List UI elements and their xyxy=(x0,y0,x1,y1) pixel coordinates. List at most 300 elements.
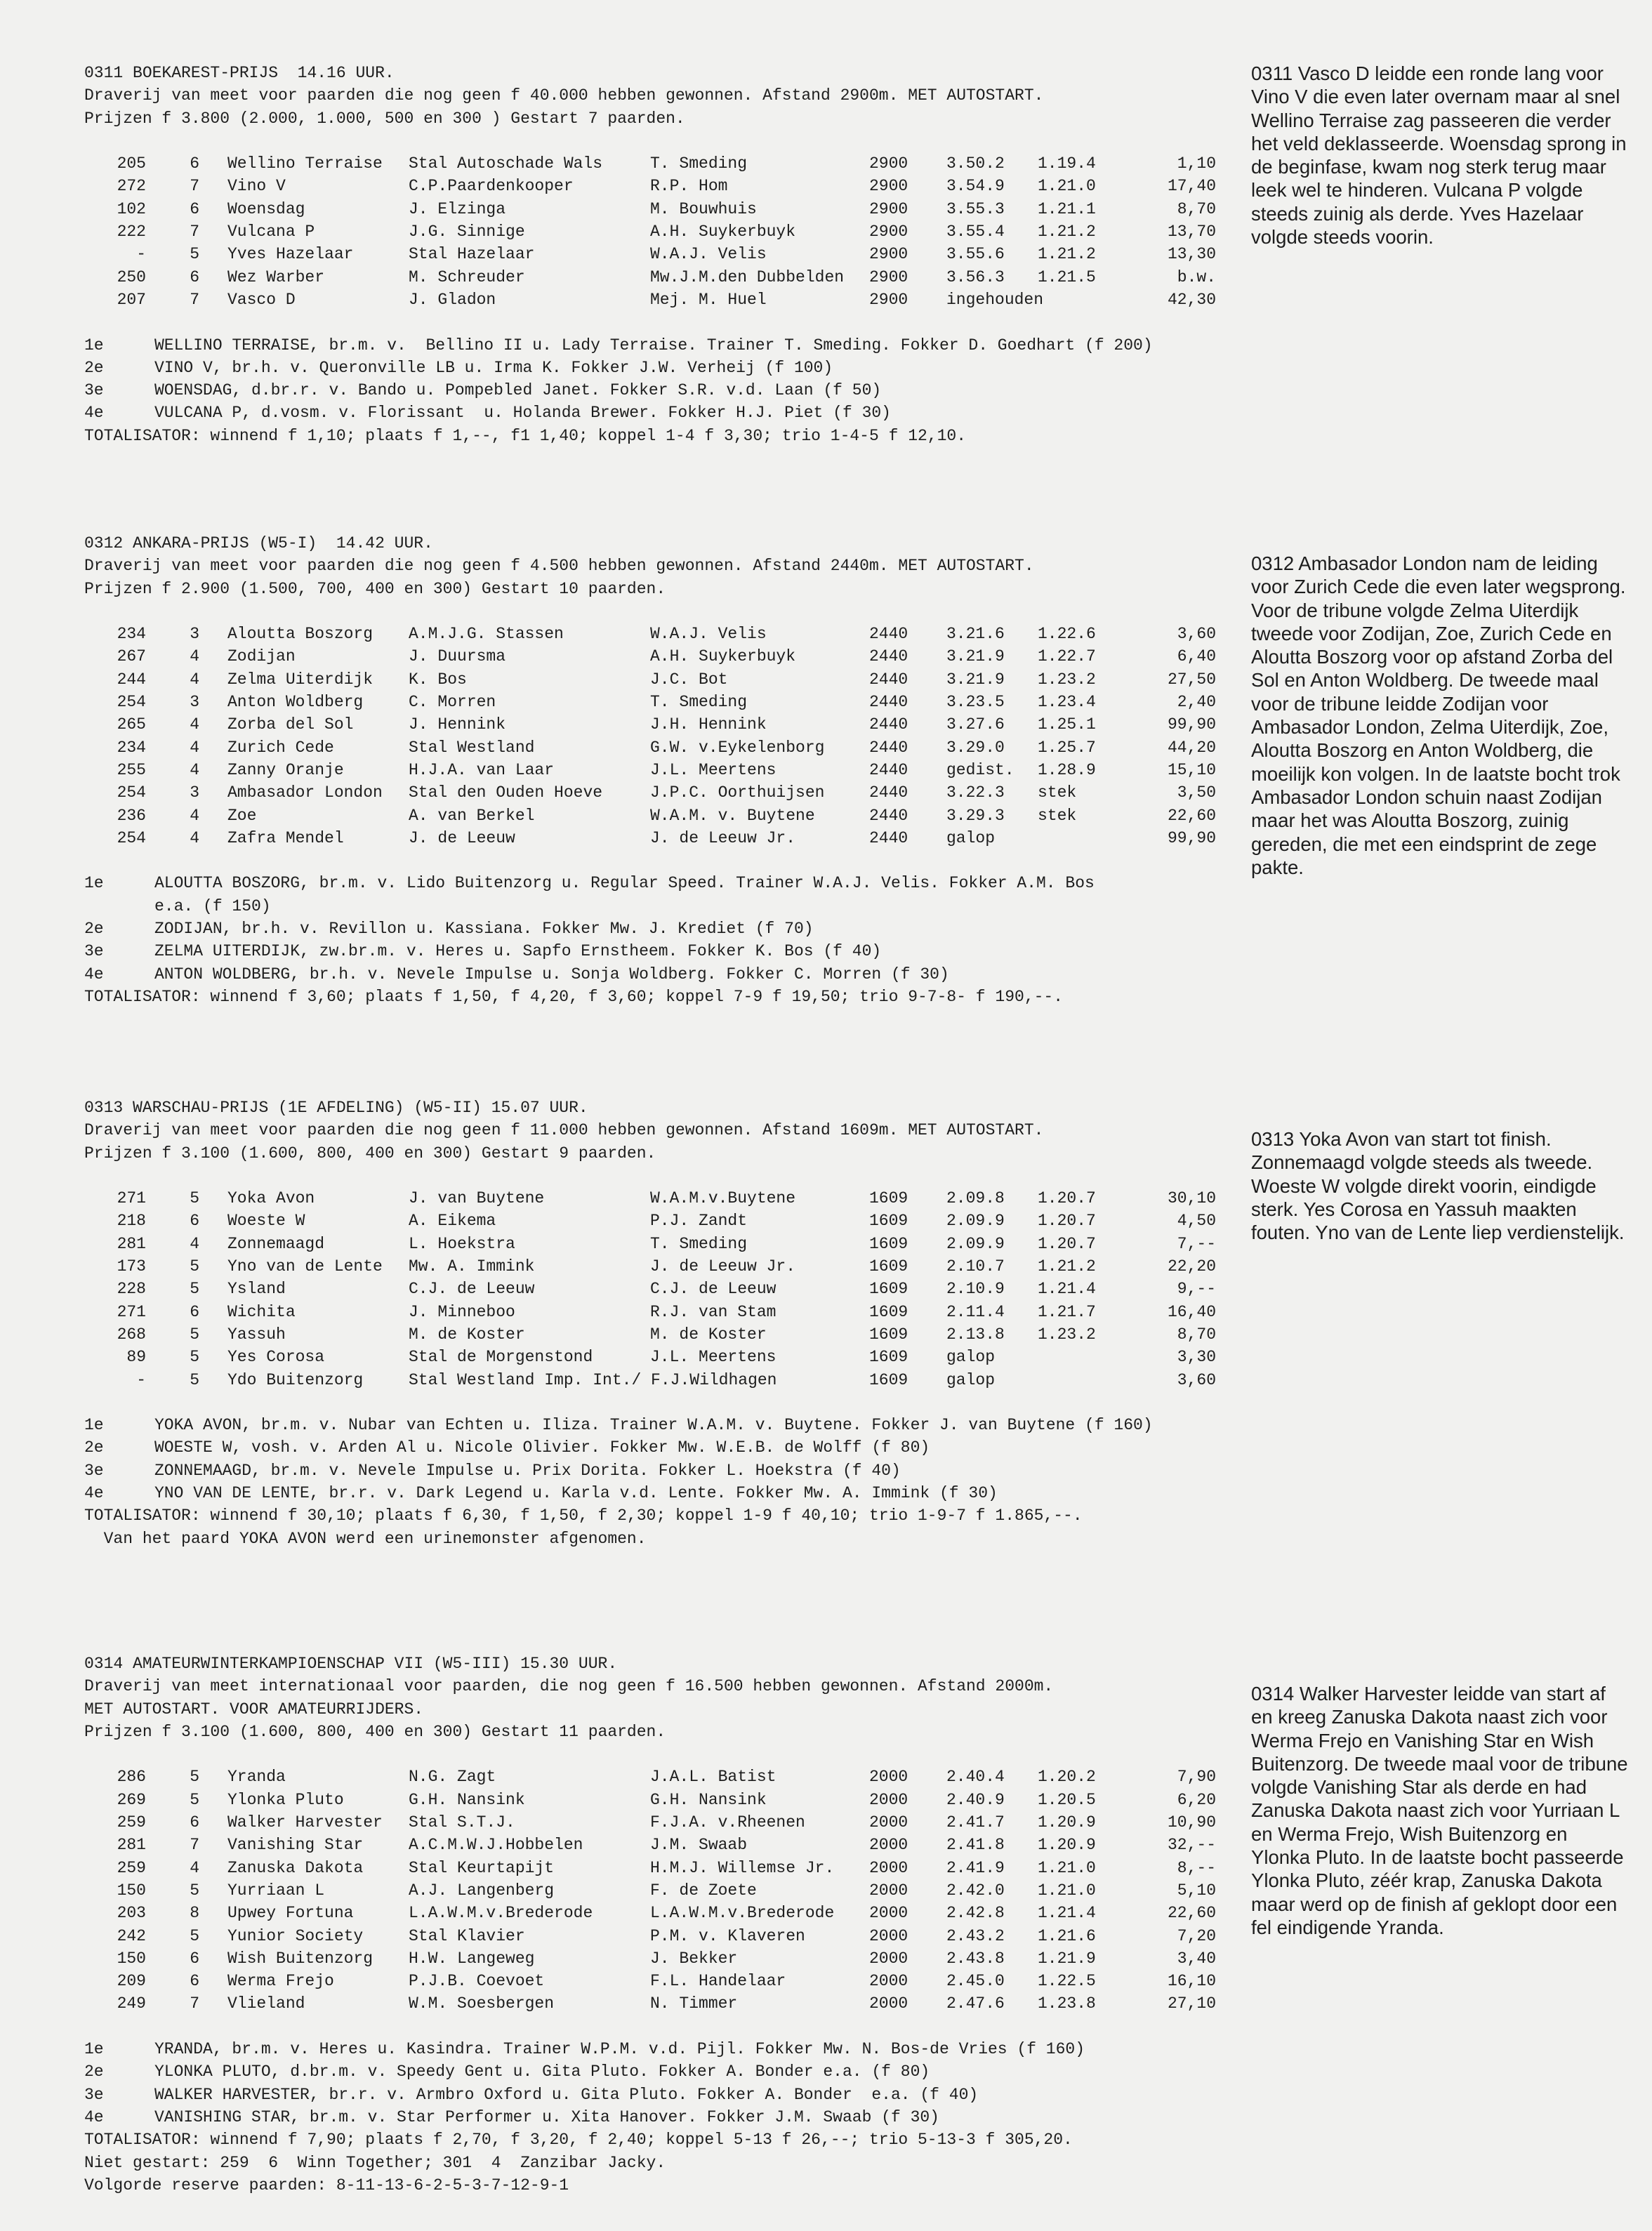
result-row xyxy=(84,1323,1278,1346)
distance: 2000 xyxy=(869,1972,908,1991)
race-time: 2.09.8 xyxy=(946,1189,1005,1208)
placing-position: 4e xyxy=(84,404,104,423)
result-row xyxy=(84,1811,1278,1834)
placing-position: 3e xyxy=(84,2085,104,2104)
extra-note: Volgorde reserve paarden: 8-11-13-6-2-5-3-7-12-9-1 xyxy=(84,2176,569,2194)
odds: 3,40 xyxy=(1177,1949,1216,1968)
placing-description: YOKA AVON, br.m. v. Nubar van Echten u. Iliza. Trainer W.A.M. v. Buytene. Fokker J. van Buytene (f 160) xyxy=(154,1416,1153,1435)
owner-name: W.M. Soesbergen xyxy=(409,1994,555,2013)
totalisator-line: TOTALISATOR: winnend f 7,90; plaats f 2,70, f 3,20, f 2,40; koppel 5-13 f 26,--; trio 5-13-3 f 305,20. xyxy=(84,2131,1073,2150)
driver-name: J.H. Hennink xyxy=(650,715,767,734)
odds: 8,-- xyxy=(1177,1858,1216,1877)
entry-age: 6 xyxy=(190,1212,199,1231)
entry-age: 5 xyxy=(190,1926,199,1945)
placing-description: VANISHING STAR, br.m. v. Star Performer u. Xita Hanover. Fokker J.M. Swaab (f 30) xyxy=(154,2107,939,2126)
owner-name: A.C.M.W.J.Hobbelen xyxy=(409,1836,583,1855)
race-time: 3.29.3 xyxy=(946,806,1005,825)
placing-position: 4e xyxy=(84,1484,104,1503)
entry-age: 4 xyxy=(190,806,199,825)
driver-name: A.H. Suykerbuyk xyxy=(650,223,796,241)
driver-name: J.M. Swaab xyxy=(650,1836,748,1855)
distance: 2440 xyxy=(869,738,908,757)
km-time: stek xyxy=(1038,783,1077,802)
entry-number: 234 xyxy=(117,625,146,644)
horse-name: Woeste W xyxy=(227,1212,305,1231)
distance: 2440 xyxy=(869,625,908,644)
entry-age: 4 xyxy=(190,828,199,847)
race-time: 2.09.9 xyxy=(946,1234,1005,1253)
horse-name: Wish Buitenzorg xyxy=(227,1949,374,1968)
km-time: 1.20.7 xyxy=(1038,1212,1096,1231)
placing-position: 2e xyxy=(84,358,104,377)
driver-name: F.L. Handelaar xyxy=(650,1972,786,1991)
result-row xyxy=(84,266,1278,289)
distance: 1609 xyxy=(869,1189,908,1208)
entry-number: 249 xyxy=(117,1994,146,2013)
result-row xyxy=(84,1255,1278,1278)
km-time xyxy=(1038,289,1133,311)
race-time: 3.29.0 xyxy=(946,738,1005,757)
race-0313 xyxy=(84,1097,1278,1550)
owner-name: Stal Autoschade Wals xyxy=(409,154,603,173)
owner-name: J. Gladon xyxy=(409,290,496,309)
entry-age: 5 xyxy=(190,1325,199,1344)
owner-name: A.J. Langenberg xyxy=(409,1881,555,1900)
driver-name: C.J. de Leeuw xyxy=(650,1280,777,1299)
entry-age: 7 xyxy=(190,177,199,196)
race-time: 2.41.7 xyxy=(946,1813,1005,1832)
entry-number: - xyxy=(136,245,146,264)
result-row xyxy=(84,152,1278,175)
horse-name: Upwey Fortuna xyxy=(227,1904,354,1923)
horse-name: Vlieland xyxy=(227,1994,305,2013)
race-time: 3.56.3 xyxy=(946,267,1005,286)
entry-age: 5 xyxy=(190,1189,199,1208)
km-time: 1.21.9 xyxy=(1038,1949,1096,1968)
driver-name: G.H. Nansink xyxy=(650,1790,767,1809)
race-time: 2.09.9 xyxy=(946,1212,1005,1231)
entry-age: 4 xyxy=(190,647,199,666)
horse-name: Vanishing Star xyxy=(227,1836,364,1855)
odds: 2,40 xyxy=(1177,693,1216,712)
result-row xyxy=(84,736,1278,759)
race-time: 3.50.2 xyxy=(946,154,1005,173)
race-0311 xyxy=(84,62,1278,447)
placing-position: 2e xyxy=(84,1438,104,1457)
km-time: 1.22.6 xyxy=(1038,625,1096,644)
km-time: 1.22.7 xyxy=(1038,647,1096,666)
entry-number: 255 xyxy=(117,760,146,779)
race-time: 3.22.3 xyxy=(946,783,1005,802)
race-time: 2.40.9 xyxy=(946,1790,1005,1809)
result-row xyxy=(84,1369,1278,1391)
placing-description: ZELMA UITERDIJK, zw.br.m. v. Heres u. Sapfo Ernstheem. Fokker K. Bos (f 40) xyxy=(154,942,882,961)
result-row xyxy=(84,220,1278,243)
odds: 22,60 xyxy=(1167,1904,1216,1923)
placing-description: ZONNEMAAGD, br.m. v. Nevele Impulse u. Prix Dorita. Fokker L. Hoekstra (f 40) xyxy=(154,1461,901,1480)
result-row xyxy=(84,781,1278,804)
km-time: stek xyxy=(1038,806,1077,825)
horse-name: Werma Frejo xyxy=(227,1972,334,1991)
owner-name: K. Bos xyxy=(409,670,467,689)
odds: 9,-- xyxy=(1177,1280,1216,1299)
totalisator-line: TOTALISATOR: winnend f 3,60; plaats f 1,50, f 4,20, f 3,60; koppel 7-9 f 19,50; trio 9-7-8- f 190,--. xyxy=(84,987,1064,1006)
owner-name: L.A.W.M.v.Brederode xyxy=(409,1904,593,1923)
race-time: 2.41.9 xyxy=(946,1858,1005,1877)
km-time: 1.21.2 xyxy=(1038,223,1096,241)
driver-name: M. Bouwhuis xyxy=(650,199,757,218)
placing-line xyxy=(84,872,1278,894)
race-time: galop xyxy=(946,828,996,847)
horse-name: Zanny Oranje xyxy=(227,760,344,779)
km-time: 1.28.9 xyxy=(1038,760,1096,779)
driver-name: T. Smeding xyxy=(650,693,748,712)
entry-number: 205 xyxy=(117,154,146,173)
km-time xyxy=(1038,1346,1133,1368)
km-time: 1.21.2 xyxy=(1038,245,1096,264)
distance: 2000 xyxy=(869,1926,908,1945)
owner-name: Stal Keurtapijt xyxy=(409,1858,555,1877)
extra-note: Niet gestart: 259 6 Winn Together; 301 4 Zanzibar Jacky. xyxy=(84,2153,666,2172)
entry-number: 250 xyxy=(117,267,146,286)
placing-line xyxy=(84,1436,1278,1459)
placing-description: WALKER HARVESTER, br.r. v. Armbro Oxford u. Gita Pluto. Fokker A. Bonder e.a. (f 40) xyxy=(154,2085,979,2104)
distance: 2000 xyxy=(869,1881,908,1900)
horse-name: Zoe xyxy=(227,806,257,825)
odds: 27,50 xyxy=(1167,670,1216,689)
horse-name: Wellino Terraise xyxy=(227,154,383,173)
horse-name: Vasco D xyxy=(227,290,296,309)
race-time: 3.55.4 xyxy=(946,223,1005,241)
placing-description: WOENSDAG, d.br.r. v. Bando u. Pompebled Janet. Fokker S.R. v.d. Laan (f 50) xyxy=(154,381,882,400)
result-row xyxy=(84,289,1278,311)
result-row xyxy=(84,691,1278,713)
entry-number: 254 xyxy=(117,693,146,712)
owner-name: C.J. de Leeuw xyxy=(409,1280,535,1299)
odds: 3,60 xyxy=(1177,625,1216,644)
odds: 42,30 xyxy=(1167,290,1216,309)
owner-name: J. van Buytene xyxy=(409,1189,545,1208)
race-time: 2.42.8 xyxy=(946,1904,1005,1923)
km-time: 1.21.5 xyxy=(1038,267,1096,286)
entry-age: 3 xyxy=(190,625,199,644)
distance: 2440 xyxy=(869,760,908,779)
driver-name: R.J. van Stam xyxy=(650,1302,777,1321)
km-time: 1.20.9 xyxy=(1038,1836,1096,1855)
entry-number: 265 xyxy=(117,715,146,734)
placing-line xyxy=(84,334,1278,357)
odds: 10,90 xyxy=(1167,1813,1216,1832)
horse-name: Wichita xyxy=(227,1302,296,1321)
placing-position: 3e xyxy=(84,942,104,961)
driver-name xyxy=(650,1369,869,1391)
driver-name: P.J. Zandt xyxy=(650,1212,748,1231)
km-time: 1.23.4 xyxy=(1038,693,1096,712)
entry-number: 242 xyxy=(117,1926,146,1945)
driver-name: H.M.J. Willemse Jr. xyxy=(650,1858,835,1877)
placing-description: ALOUTTA BOSZORG, br.m. v. Lido Buitenzorg u. Regular Speed. Trainer W.A.J. Velis. Fokker A.M. Bos xyxy=(154,874,1095,893)
km-time: 1.20.9 xyxy=(1038,1813,1096,1832)
entry-age: 4 xyxy=(190,738,199,757)
odds: 22,60 xyxy=(1167,806,1216,825)
driver-name: J.L. Meertens xyxy=(650,1348,777,1367)
odds: 13,70 xyxy=(1167,223,1216,241)
odds: 17,40 xyxy=(1167,177,1216,196)
horse-name: Walker Harvester xyxy=(227,1813,383,1832)
horse-name: Yes Corosa xyxy=(227,1348,325,1367)
spacer xyxy=(84,1165,1278,1187)
placing-line xyxy=(84,402,1278,424)
driver-name: L.A.W.M.v.Brederode xyxy=(650,1904,835,1923)
distance: 2440 xyxy=(869,783,908,802)
owner-name: C. Morren xyxy=(409,693,496,712)
race-time: 3.27.6 xyxy=(946,715,1005,734)
result-row xyxy=(84,1970,1278,1992)
driver-name: J.L. Meertens xyxy=(650,760,777,779)
driver-name: W.A.J. Velis xyxy=(650,245,767,264)
entry-number: 268 xyxy=(117,1325,146,1344)
horse-name: Yves Hazelaar xyxy=(227,245,354,264)
result-row xyxy=(84,1301,1278,1323)
race-conditions: Draverij van meet voor paarden die nog geen f 4.500 hebben gewonnen. Afstand 2440m. MET AUTOSTART. xyxy=(84,557,1034,576)
result-row xyxy=(84,1902,1278,1924)
placing-position: 1e xyxy=(84,1416,104,1435)
distance: 2000 xyxy=(869,1858,908,1877)
placing-position: 4e xyxy=(84,2107,104,2126)
driver-name: G.W. v.Eykelenborg xyxy=(650,738,825,757)
result-row xyxy=(84,1210,1278,1232)
entry-age: 6 xyxy=(190,1813,199,1832)
result-row xyxy=(84,1857,1278,1879)
entry-number: 259 xyxy=(117,1813,146,1832)
driver-name: Mej. M. Huel xyxy=(650,290,767,309)
horse-name: Yno van de Lente xyxy=(227,1257,383,1276)
entry-age: 7 xyxy=(190,290,199,309)
race-time: galop xyxy=(946,1370,996,1389)
placing-description: YRANDA, br.m. v. Heres u. Kasindra. Trainer W.P.M. v.d. Pijl. Fokker Mw. N. Bos-de Vries (f 160) xyxy=(154,2040,1085,2059)
odds: 7,-- xyxy=(1177,1234,1216,1253)
distance: 2440 xyxy=(869,715,908,734)
placing-position xyxy=(84,895,154,918)
distance: 2900 xyxy=(869,267,908,286)
horse-name: Zodijan xyxy=(227,647,296,666)
driver-name: W.A.M. v. Buytene xyxy=(650,806,815,825)
race-results-column xyxy=(84,62,1250,2194)
owner-name: M. de Koster xyxy=(409,1325,525,1344)
km-time: 1.20.7 xyxy=(1038,1234,1096,1253)
km-time: 1.21.7 xyxy=(1038,1302,1096,1321)
result-row xyxy=(84,1187,1278,1210)
placing-position: 2e xyxy=(84,920,104,939)
distance: 2440 xyxy=(869,806,908,825)
entry-age: 8 xyxy=(190,1904,199,1923)
entry-number: 234 xyxy=(117,738,146,757)
odds: 99,90 xyxy=(1167,828,1216,847)
distance: 2900 xyxy=(869,223,908,241)
entry-number: 244 xyxy=(117,670,146,689)
km-time xyxy=(1038,827,1133,849)
race-conditions: Prijzen f 3.100 (1.600, 800, 400 en 300) Gestart 11 paarden. xyxy=(84,1722,666,1741)
driver-name: J.P.C. Oorthuijsen xyxy=(650,783,825,802)
entry-age: 5 xyxy=(190,1348,199,1367)
entry-age: 5 xyxy=(190,1257,199,1276)
owner-name: Stal S.T.J. xyxy=(409,1813,515,1832)
entry-age: 4 xyxy=(190,1858,199,1877)
placing-line xyxy=(84,963,1278,986)
placing-description: VULCANA P, d.vosm. v. Florissant u. Holanda Brewer. Fokker H.J. Piet (f 30) xyxy=(154,404,891,423)
entry-age: 6 xyxy=(190,1302,199,1321)
placing-description: ANTON WOLDBERG, br.h. v. Nevele Impulse u. Sonja Woldberg. Fokker C. Morren (f 30) xyxy=(154,965,949,984)
placing-description: YLONKA PLUTO, d.br.m. v. Speedy Gent u. Gita Pluto. Fokker A. Bonder e.a. (f 80) xyxy=(154,2063,930,2081)
race-heading: 0314 AMATEURWINTERKAMPIOENSCHAP VII (W5-III) 15.30 UUR. xyxy=(84,1655,618,1673)
entry-number: 102 xyxy=(117,199,146,218)
km-time: 1.20.2 xyxy=(1038,1768,1096,1787)
odds: 27,10 xyxy=(1167,1994,1216,2013)
result-row xyxy=(84,1789,1278,1811)
totalisator-line: TOTALISATOR: winnend f 1,10; plaats f 1,--, f1 1,40; koppel 1-4 f 3,30; trio 1-4-5 f 12,10. xyxy=(84,426,967,445)
placing-position: 2e xyxy=(84,2063,104,2081)
owner-name: J. Elzinga xyxy=(409,199,506,218)
race-time: 3.21.9 xyxy=(946,647,1005,666)
odds: 16,10 xyxy=(1167,1972,1216,1991)
entry-number: 259 xyxy=(117,1858,146,1877)
odds: 7,20 xyxy=(1177,1926,1216,1945)
race-time: 3.21.9 xyxy=(946,670,1005,689)
placing-description: ZODIJAN, br.h. v. Revillon u. Kassiana. Fokker Mw. J. Krediet (f 70) xyxy=(154,920,814,939)
entry-age: 6 xyxy=(190,1949,199,1968)
entry-age: 6 xyxy=(190,1972,199,1991)
owner-name: H.W. Langeweg xyxy=(409,1949,535,1968)
result-row xyxy=(84,668,1278,691)
distance: 2440 xyxy=(869,670,908,689)
race-conditions: Prijzen f 3.100 (1.600, 800, 400 en 300) Gestart 9 paarden. xyxy=(84,1144,656,1163)
entry-number: 254 xyxy=(117,783,146,802)
distance: 1609 xyxy=(869,1212,908,1231)
owner-name: J. Hennink xyxy=(409,715,506,734)
odds: 13,30 xyxy=(1167,245,1216,264)
result-row xyxy=(84,1346,1278,1368)
horse-name: Yassuh xyxy=(227,1325,286,1344)
owner-name: A. van Berkel xyxy=(409,806,535,825)
entry-age: 5 xyxy=(190,1280,199,1299)
entry-number: 173 xyxy=(117,1257,146,1276)
race-0312 xyxy=(84,532,1278,1008)
odds: 44,20 xyxy=(1167,738,1216,757)
horse-name: Yunior Society xyxy=(227,1926,364,1945)
race-time: 3.23.5 xyxy=(946,693,1005,712)
race-time: 2.42.0 xyxy=(946,1881,1005,1900)
driver-name: N. Timmer xyxy=(650,1994,738,2013)
km-time: 1.21.1 xyxy=(1038,199,1096,218)
entry-age: 5 xyxy=(190,245,199,264)
driver-name: J. de Leeuw Jr. xyxy=(650,828,796,847)
distance: 1609 xyxy=(869,1348,908,1367)
placing-position: 1e xyxy=(84,336,104,355)
owner-name: Stal den Ouden Hoeve xyxy=(409,783,603,802)
placing-position: 3e xyxy=(84,1461,104,1480)
totalisator-line: TOTALISATOR: winnend f 30,10; plaats f 6,30, f 1,50, f 2,30; koppel 1-9 f 40,10; trio 1-9-7 f 1.865,--. xyxy=(84,1507,1083,1525)
owner-name: P.J.B. Coevoet xyxy=(409,1972,545,1991)
entry-number: 267 xyxy=(117,647,146,666)
odds: 3,30 xyxy=(1177,1348,1216,1367)
placing-description: YNO VAN DE LENTE, br.r. v. Dark Legend u. Karla v.d. Lente. Fokker Mw. A. Immink (f 30) xyxy=(154,1484,998,1503)
driver-name: W.A.J. Velis xyxy=(650,625,767,644)
odds: 30,10 xyxy=(1167,1189,1216,1208)
entry-number: 281 xyxy=(117,1836,146,1855)
horse-name: Zurich Cede xyxy=(227,738,334,757)
horse-name: Vulcana P xyxy=(227,223,315,241)
distance: 1609 xyxy=(869,1257,908,1276)
horse-name: Zafra Mendel xyxy=(227,828,344,847)
entry-number: 228 xyxy=(117,1280,146,1299)
entry-number: 203 xyxy=(117,1904,146,1923)
km-time: 1.20.5 xyxy=(1038,1790,1096,1809)
odds: 8,70 xyxy=(1177,1325,1216,1344)
driver-name: T. Smeding xyxy=(650,1234,748,1253)
entry-number: 281 xyxy=(117,1234,146,1253)
result-row xyxy=(84,1992,1278,2015)
entry-number: 272 xyxy=(117,177,146,196)
race-time: 2.13.8 xyxy=(946,1325,1005,1344)
distance: 2440 xyxy=(869,647,908,666)
km-time: 1.21.0 xyxy=(1038,1858,1096,1877)
driver-name: T. Smeding xyxy=(650,154,748,173)
entry-age: 4 xyxy=(190,715,199,734)
distance: 2000 xyxy=(869,1790,908,1809)
distance: 2900 xyxy=(869,290,908,309)
owner-name: Stal de Morgenstond xyxy=(409,1348,593,1367)
race-time: 3.54.9 xyxy=(946,177,1005,196)
horse-name: Ylonka Pluto xyxy=(227,1790,344,1809)
km-time: 1.19.4 xyxy=(1038,154,1096,173)
driver-name: J. de Leeuw Jr. xyxy=(650,1257,796,1276)
owner-name: A.M.J.G. Stassen xyxy=(409,625,564,644)
race-time: 3.55.6 xyxy=(946,245,1005,264)
odds: 7,90 xyxy=(1177,1768,1216,1787)
placing-line xyxy=(84,2084,1278,2106)
entry-age: 4 xyxy=(190,1234,199,1253)
race-0314 xyxy=(84,1653,1278,2197)
result-row xyxy=(84,1925,1278,1947)
distance: 2440 xyxy=(869,693,908,712)
entry-age: 7 xyxy=(190,223,199,241)
driver-name: J.A.L. Batist xyxy=(650,1768,777,1787)
race-time: 2.43.2 xyxy=(946,1926,1005,1945)
placing-line xyxy=(84,940,1278,962)
result-row xyxy=(84,243,1278,265)
horse-name: Aloutta Boszorg xyxy=(227,625,374,644)
entry-number: - xyxy=(136,1370,146,1389)
odds: 15,10 xyxy=(1167,760,1216,779)
entry-age: 5 xyxy=(190,1881,199,1900)
driver-name: Mw.J.M.den Dubbelden xyxy=(650,267,845,286)
distance: 2900 xyxy=(869,154,908,173)
distance: 2440 xyxy=(869,828,908,847)
comment-0313: 0313 Yoka Avon van start tot finish. Zonnemaagd volgde steeds als tweede. Woeste W volgde direkt voorin, eindigde sterk. Yes Corosa en Yassuh maakten fouten. Yno van de Lente liep verdienstelijk. xyxy=(1251,1128,1625,1244)
result-row xyxy=(84,1278,1278,1300)
spacer xyxy=(84,1743,1278,1766)
horse-name: Wez Warber xyxy=(227,267,325,286)
result-row xyxy=(84,645,1278,668)
spacer xyxy=(84,1391,1278,1414)
odds: 99,90 xyxy=(1167,715,1216,734)
distance: 2000 xyxy=(869,1949,908,1968)
race-heading: 0311 BOEKAREST-PRIJS 14.16 UUR. xyxy=(84,64,395,82)
distance: 2000 xyxy=(869,1768,908,1787)
odds: 6,20 xyxy=(1177,1790,1216,1809)
distance: 1609 xyxy=(869,1280,908,1299)
entry-age: 7 xyxy=(190,1994,199,2013)
